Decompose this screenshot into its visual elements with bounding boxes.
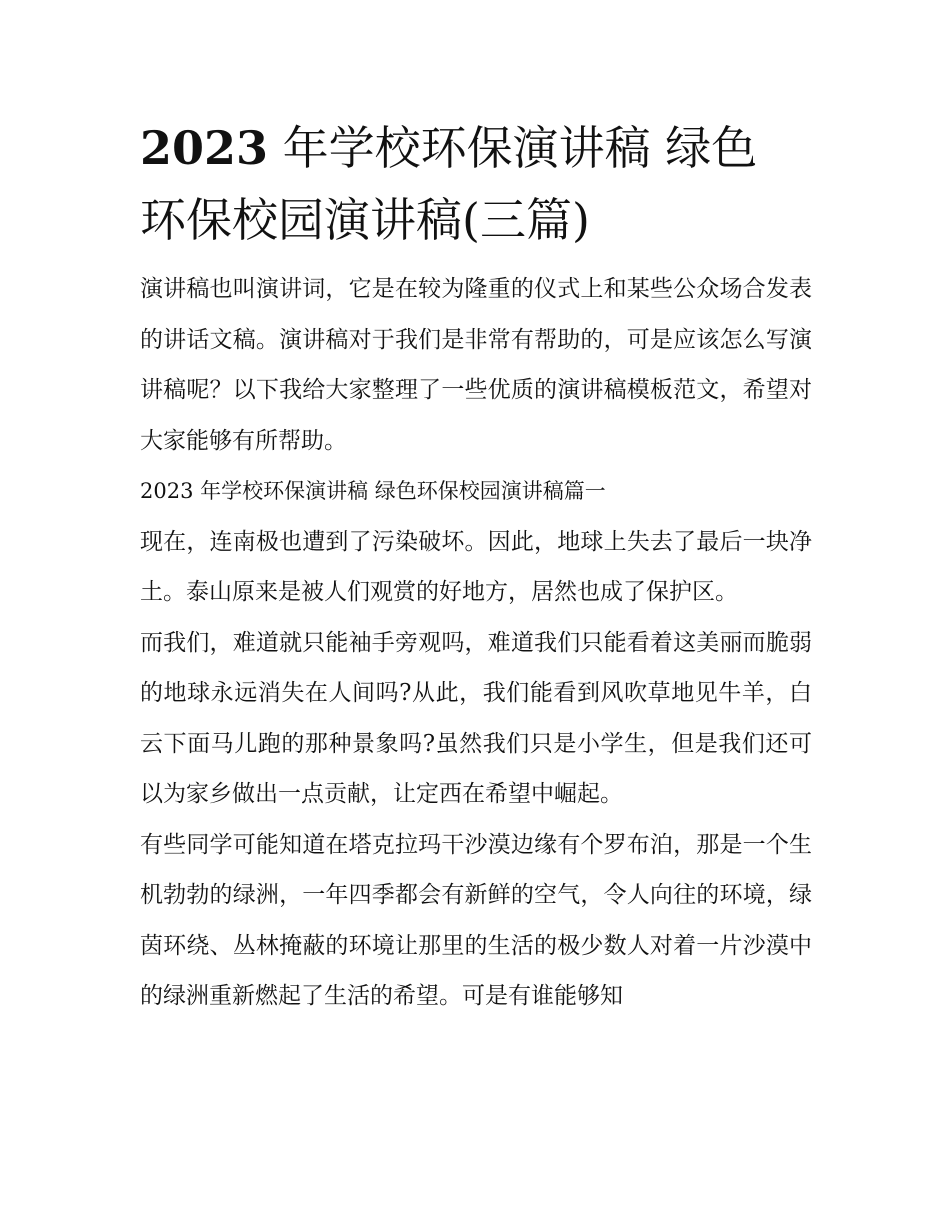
title-line-1: [140, 112, 812, 184]
title-line-2: 环保校园演讲稿(三篇): [140, 193, 590, 247]
body-paragraph-1: 现在，连南极也遭到了污染破坏。因此，地球上失去了最后一块净土。泰山原来是被人们观赏的好地方，居然也成了保护区。: [140, 528, 812, 605]
intro-paragraph: 演讲稿也叫演讲词，它是在较为隆重的仪式上和某些公众场合发表的讲话文稿。演讲稿对于我们是非常有帮助的，可是应该怎么写演讲稿呢？以下我给大家整理了一些优质的演讲稿模板范文，希望对大家能够有所帮助。: [140, 276, 812, 454]
document-page: [140, 112, 812, 1022]
section-heading: 2023 年学校环保演讲稿 绿色环保校园演讲稿篇一: [140, 479, 606, 503]
document-title: [140, 112, 812, 256]
title-line-1-text: 年学校环保演讲稿 绿色: [268, 121, 758, 175]
body-paragraph-3: 有些同学可能知道在塔克拉玛干沙漠边缘有个罗布泊，那是一个生机勃勃的绿洲，一年四季都会有新鲜的空气，令人向往的环境，绿茵环绕、丛林掩蔽的环境让那里的生活的极少数人对着一片沙漠中的绿洲重新燃起了生活的希望。可是有谁能够知: [140, 831, 812, 1009]
body-paragraph-2: 而我们，难道就只能袖手旁观吗，难道我们只能看着这美丽而脆弱的地球永远消失在人间吗?从此，我们能看到风吹草地见牛羊，白云下面马儿跑的那种景象吗?虽然我们只是小学生，但是我们还可以为家乡做出一点贡献，让定西在希望中崛起。: [140, 629, 812, 807]
title-year: 2023: [140, 121, 269, 175]
